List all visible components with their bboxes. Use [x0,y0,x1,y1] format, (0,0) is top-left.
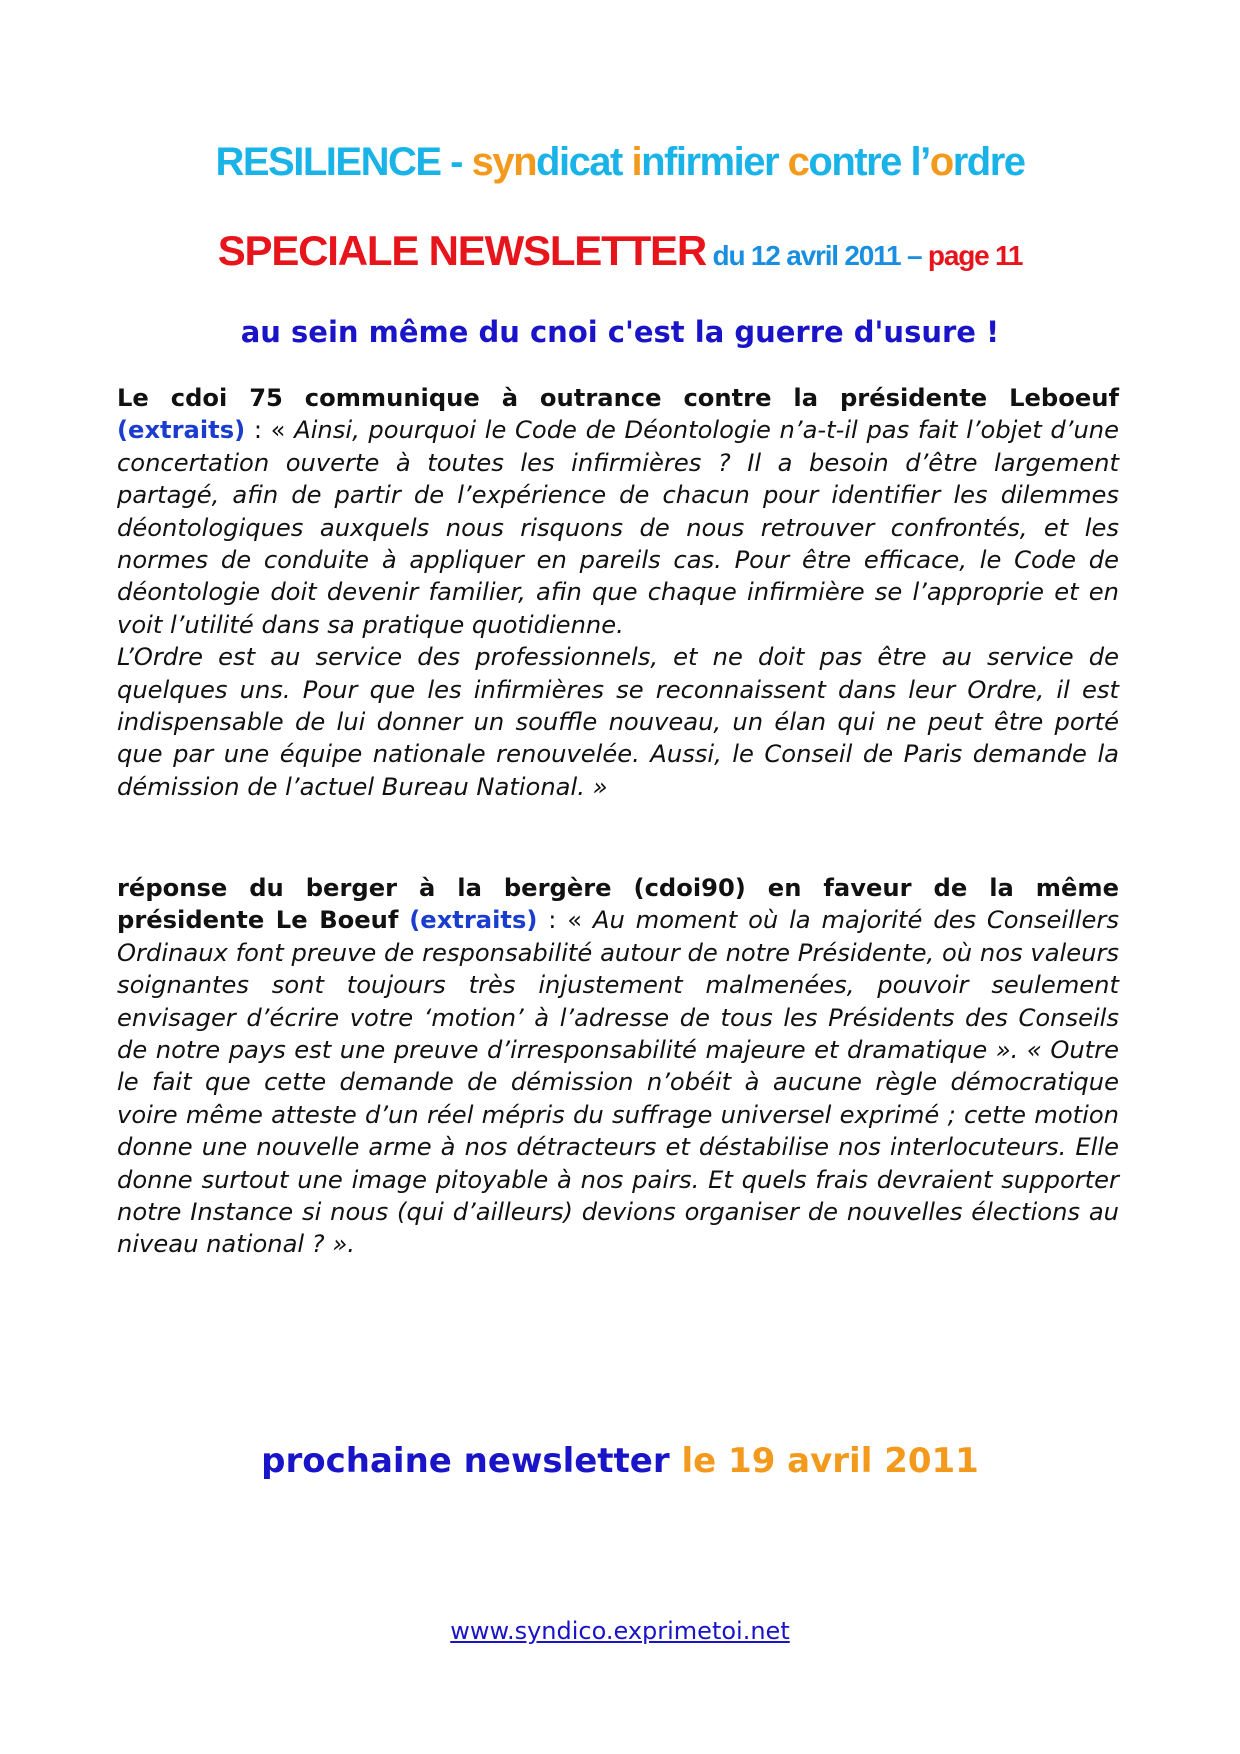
title-nfirmier: nfirmier [641,140,788,184]
title-rdre: rdre [952,140,1025,184]
header-title [0,138,1240,186]
article-lead: Le cdoi 75 communique à outrance contre la présidente Leboeuf [117,384,1119,412]
next-newsletter [0,1439,1240,1483]
page-number: page 11 [927,240,1023,271]
website-link[interactable]: www.syndico.exprimetoi.net [450,1617,790,1645]
newsletter-date: du 12 avril 2011 – [705,240,928,271]
extraits-tag: (extraits) [117,416,246,445]
title-ontre: ontre l’ [808,140,930,184]
quote-text: Ainsi, pourquoi le Code de Déontologie n’a-t-il pas fait l’objet d’une concertation ouverte à toutes les infirmières ? Il a besoin d’être largement partagé, afin de partir de l’expérience de chacun pour identifier les dilemmes déontologiques auxquels nous risquons de nous retrouver confrontés, et les normes de conduite à appliquer en pareils cas. Pour être efficace, le Code de déontologie doit devenir familier, afin que chaque infirmière se l’approprie et en voit l’utilité dans sa pratique quotidienne. [117,416,1120,639]
title-resilience: RESILIENCE - [215,140,472,184]
next-newsletter-date: le 19 avril 2011 [681,1441,979,1481]
title-c: c [787,140,809,184]
extraits-tag: (extraits) [409,906,538,935]
title-dicat: dicat [536,140,632,184]
page-subtitle: au sein même du cnoi c'est la guerre d'usure ! [240,315,1000,349]
quote-separator: : « [537,906,593,935]
next-newsletter-label: prochaine newsletter [261,1441,682,1481]
title-o: o [929,140,953,184]
article-lead: réponse du berger à la bergère (cdoi90) en faveur de la même présidente Le Boeuf [117,874,1119,935]
newsletter-label: SPECIALE NEWSLETTER [217,227,706,274]
quote-text: Au moment où la majorité des Conseillers Ordinaux font preuve de responsabilité autour de notre Présidente, où nos valeurs soignantes sont toujours très injustement malmenées, pouvoir seulement envisager d’écrire votre ‘motion’ à l’adresse de tous les Présidents des Conseils de notre pays est une preuve d’irresponsabilité majeure et dramatique ». « Outre le fait que cette demande de démission n’obéit à aucune règle démocratique voire même atteste d’un réel mépris du suffrage universel exprimé ; cette motion donne une nouvelle arme à nos détracteurs et déstabilise nos interlocuteurs. Elle donne surtout une image pitoyable à nos pairs. Et quels frais devraient supporter notre Instance si nous (qui d’ailleurs) devions organiser de nouvelles élections au niveau national ? ». [117,906,1119,1259]
title-i: i [631,140,642,184]
quote-separator: : « [245,416,295,445]
newsletter-title [0,226,1240,286]
title-syn: syn [471,140,537,184]
article-cdoi90 [117,872,1119,1261]
article-cdoi75 [117,382,1119,803]
quote-text: L’Ordre est au service des professionnels, et ne doit pas être au service de quelques uns. Pour que les infirmières se reconnaissent dans leur Ordre, il est indispensable de lui donner un souffle nouveau, un élan qui ne peut être porté que par une équipe nationale renouvelée. Aussi, le Conseil de Paris demande la démission de l’actuel Bureau National. » [117,643,1119,801]
